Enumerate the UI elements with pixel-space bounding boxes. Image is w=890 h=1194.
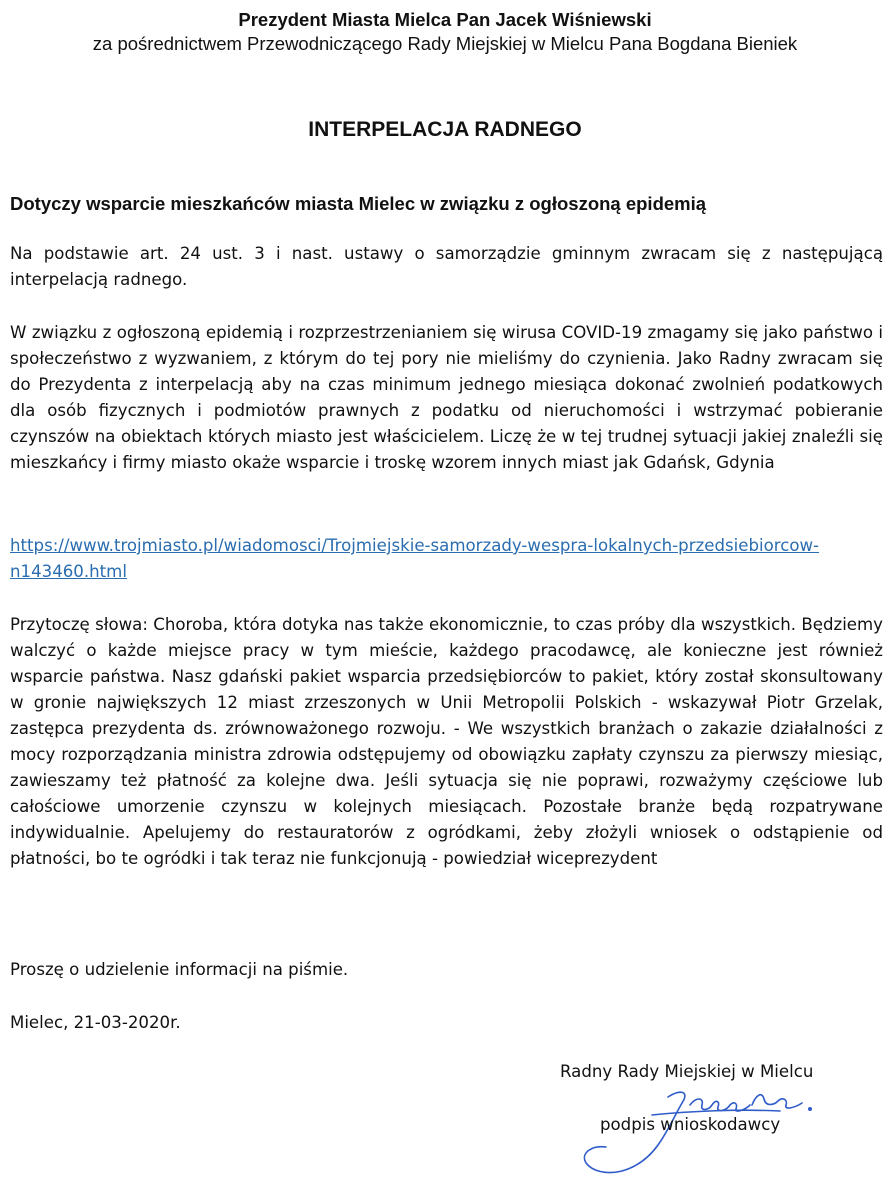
- place-date: Mielec, 21-03-2020r.: [10, 1013, 181, 1032]
- reference-link[interactable]: https://www.trojmiasto.pl/wiadomosci/Trojmiejskie-samorzady-wespra-lokalnych-przedsiebiorcow-n143460.html: [10, 536, 820, 581]
- document-title: INTERPELACJA RADNEGO: [308, 118, 582, 141]
- recipient-name: Prezydent Miasta Mielca Pan Jacek Wiśniewski: [238, 9, 652, 30]
- reference-link-paragraph: [10, 533, 883, 585]
- intro-paragraph: Na podstawie art. 24 ust. 3 i nast. ustawy o samorządzie gminnym zwracam się z następującą interpelacją radnego.: [10, 244, 883, 289]
- main-paragraph: W związku z ogłoszoną epidemią i rozprzestrzenianiem się wirusa COVID-19 zmagamy się jako państwo i społeczeństwo z wyzwaniem, z którym do tej pory nie mieliśmy do czynienia. Jako Radny zwracam się do Prezydenta z interpelacją aby na czas minimum jednego miesiąca dokonać zwolnień podatkowych dla osób fizycznych i podmiotów prawnych z podatku od nieruchomości i wstrzymać pobieranie czynszów na obiektach których miasto jest właścicielem. Liczę że w tej trudnej sytuacji jakiej znaleźli się mieszkańcy i firmy miasto okaże wsparcie i troskę wzorem innych miast jak Gdańsk, Gdynia: [10, 323, 883, 472]
- recipient-header: [0, 8, 890, 56]
- quote-paragraph: Przytoczę słowa: Choroba, która dotyka nas także ekonomicznie, to czas próby dla wszystkich. Będziemy walczyć o każde miejsce pracy w tym mieście, każdego pracodawcę, ale konieczne jest również wsparcie państwa. Nasz gdański pakiet wsparcia przedsiębiorców to pakiet, który został skonsultowany w gronie największych 12 miast zrzeszonych w Unii Metropolii Polskich - wskazywał Piotr Grzelak, zastępca prezydenta ds. zrównoważonego rozwoju. - We wszystkich branżach o zakazie działalności z mocy rozporządzania ministra zdrowia odstępujemy od obowiązku zapłaty czynszu za pierwszy miesiąc, zawieszamy też płatność za kolejne dwa. Jeśli sytuacja się nie poprawi, rozważymy częściowe lub całościowe umorzenie czynszu w kolejnych miesiącach. Pozostałe branże będą rozpatrywane indywidualnie. Apelujemy do restauratorów z ogródkami, żeby złożyli wniosek o odstąpienie od płatności, bo te ogródki i tak teraz nie funkcjonują - powiedział wiceprezydent: [10, 615, 883, 868]
- recipient-intermediary: za pośrednictwem Przewodniczącego Rady Miejskiej w Mielcu Pana Bogdana Bieniek: [92, 33, 798, 54]
- request-paragraph: Proszę o udzielenie informacji na piśmie.: [10, 960, 349, 979]
- signature-caption: podpis wnioskodawcy: [600, 1115, 781, 1134]
- subject-line: Dotyczy wsparcie mieszkańców miasta Mielec w związku z ogłoszoną epidemią: [10, 193, 707, 214]
- signature-label: Radny Rady Miejskiej w Mielcu: [560, 1062, 814, 1081]
